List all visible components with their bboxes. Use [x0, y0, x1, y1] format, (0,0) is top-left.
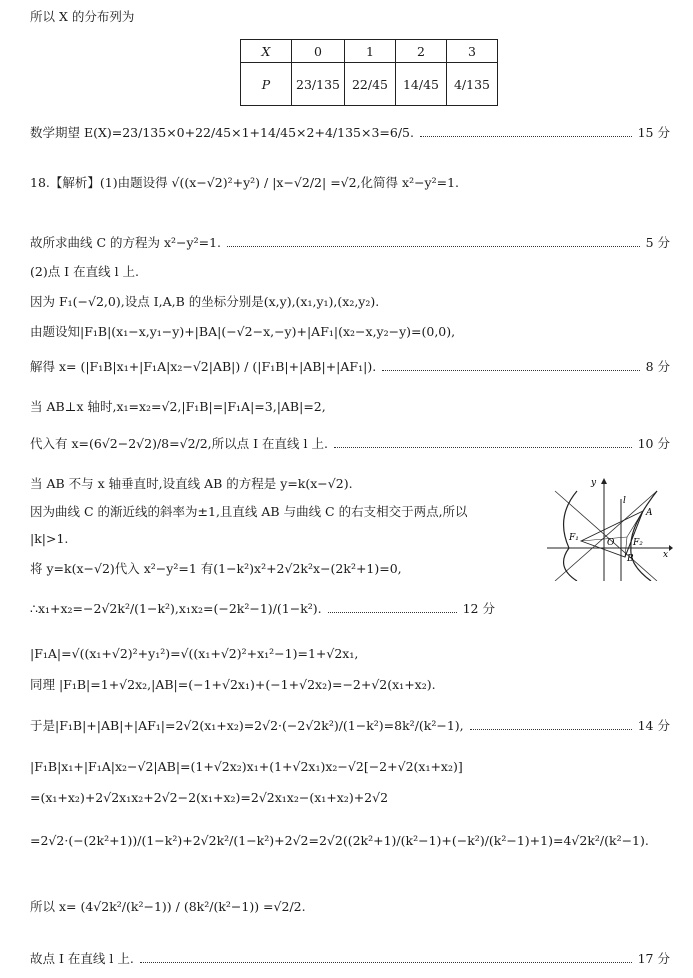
- leader-dots: [328, 612, 457, 613]
- score-label: 15 分: [637, 125, 670, 140]
- solution-line: [30, 674, 670, 694]
- y-axis-arrow: [601, 478, 607, 484]
- solution-text: 将 y=k(x−√2)代入 x²−y²=1 有(1−k²)x²+2√2k²x−(2k²+1)=0,: [30, 561, 402, 576]
- leader-dots: [334, 447, 632, 448]
- label-o: O: [607, 538, 615, 548]
- solution-text: |F₁A|=√((x₁+√2)²+y₁²)=√((x₁+√2)²+x₁²−1)=1+√2x₁,: [30, 645, 359, 661]
- solution-text: 当 AB⊥x 轴时,x₁=x₂=√2,|F₁B|=|F₁A|=3,|AB|=2,: [30, 399, 326, 414]
- solution-line: [30, 787, 670, 807]
- solution-line: [30, 830, 670, 850]
- score-label: 17 分: [637, 951, 670, 966]
- label-f1: F₁: [569, 533, 579, 543]
- table-cell: 2: [395, 40, 446, 63]
- score-label: 10 分: [637, 436, 670, 451]
- segment-ab: [625, 511, 643, 557]
- table-cell: 0: [292, 40, 345, 63]
- solution-text: =(x₁+x₂)+2√2x₁x₂+2√2−2(x₁+x₂)=2√2x₁x₂−(x₁+x₂)+2√2: [30, 789, 389, 805]
- solution-line: [30, 643, 670, 663]
- x-axis-arrow: [669, 545, 673, 551]
- distribution-table: [240, 39, 498, 106]
- solution-line: [30, 896, 670, 916]
- solution-line: [30, 756, 670, 776]
- solution-text: 当 AB 不与 x 轴垂直时,设直线 AB 的方程是 y=k(x−√2).: [30, 476, 353, 491]
- solution-line: [30, 715, 670, 735]
- solution-text: 故所求曲线 C 的方程为 x²−y²=1.: [30, 235, 221, 250]
- table-cell: 1: [344, 40, 395, 63]
- solution-line: [30, 261, 670, 281]
- label-a: A: [646, 508, 653, 518]
- leader-dots: [227, 246, 640, 247]
- table-cell: 4/135: [446, 63, 497, 106]
- solution-line: [30, 291, 670, 311]
- solution-line: [30, 501, 545, 521]
- solution-line: [30, 433, 670, 453]
- solution-line: [30, 396, 670, 416]
- solution-text: ∴x₁+x₂=−2√2k²/(1−k²),x₁x₂=(−2k²−1)/(1−k²).: [30, 600, 322, 616]
- score-label: 5 分: [645, 235, 670, 250]
- table-cell: 3: [446, 40, 497, 63]
- solution-line: [30, 122, 670, 142]
- solution-line: [30, 232, 670, 252]
- leader-dots: [382, 370, 639, 371]
- solution-text: |k|>1.: [30, 530, 69, 546]
- solution-line: [30, 598, 495, 618]
- solution-text: 因为曲线 C 的渐近线的斜率为±1,且直线 AB 与曲线 C 的右支相交于两点,所以: [30, 504, 468, 519]
- table-cell: P: [241, 63, 292, 106]
- solution-text: 于是|F₁B|+|AB|+|AF₁|=2√2(x₁+x₂)=2√2·(−2√2k²)/(1−k²)=8k²/(k²−1),: [30, 718, 464, 733]
- label-l: l: [623, 496, 626, 506]
- solution-text: 由题设知|F₁B|(x₁−x,y₁−y)+|BA|(−√2−x,−y)+|AF₁|(x₂−x,y₂−y)=(0,0),: [30, 324, 456, 339]
- solution-text: 故点 I 在直线 l 上.: [30, 951, 134, 966]
- intro-text: 所以 X 的分布列为: [30, 9, 135, 24]
- solution-text: (2)点 I 在直线 l 上.: [30, 264, 140, 279]
- solution-text: 18.【解析】(1)由题设得 √((x−√2)²+y²) / |x−√2/2| =√2,化简得 x²−y²=1.: [30, 175, 460, 190]
- leader-dots: [420, 136, 632, 137]
- score-label: 14 分: [637, 718, 670, 733]
- label-f2: F₂: [633, 538, 643, 548]
- solution-text: =2√2·(−(2k²+1))/(1−k²)+2√2k²/(1−k²)+2√2=2√2((2k²+1)/(k²−1)+(−k²)/(k²−1)+1)=4√2k²/(k²−1).: [30, 832, 649, 848]
- hyperbola-figure: [547, 477, 673, 581]
- right-branch: [631, 491, 657, 581]
- table-cell: 22/45: [344, 63, 395, 106]
- solution-text: 代入有 x=(6√2−2√2)/8=√2/2,所以点 I 在直线 l 上.: [30, 436, 328, 451]
- label-x: x: [663, 550, 669, 560]
- solution-text: 解得 x= (|F₁B|x₁+|F₁A|x₂−√2|AB|) / (|F₁B|+|AB|+|AF₁|).: [30, 359, 377, 374]
- solution-text: 因为 F₁(−√2,0),设点 I,A,B 的坐标分别是(x,y),(x₁,y₁),(x₂,y₂).: [30, 294, 380, 309]
- intro-line: [30, 6, 670, 26]
- label-b: B: [627, 554, 634, 564]
- table-cell: X: [241, 40, 292, 63]
- table-cell: 14/45: [395, 63, 446, 106]
- solution-text: 所以 x= (4√2k²/(k²−1)) / (8k²/(k²−1)) =√2/2.: [30, 899, 306, 914]
- solution-text: 数学期望 E(X)=23/135×0+22/45×1+14/45×2+4/135×3=6/5.: [30, 125, 414, 140]
- solution-line: [30, 356, 670, 376]
- solution-line: [30, 948, 670, 968]
- score-label: 8 分: [645, 359, 670, 374]
- solution-text: |F₁B|x₁+|F₁A|x₂−√2|AB|=(1+√2x₂)x₁+(1+√2x₁)x₂−√2[−2+√2(x₁+x₂)]: [30, 758, 463, 774]
- table-cell: 23/135: [292, 63, 345, 106]
- table-row: [241, 63, 498, 106]
- score-label: 12 分: [462, 601, 495, 616]
- leader-dots: [470, 729, 632, 730]
- solution-text: 同理 |F₁B|=1+√2x₂,|AB|=(−1+√2x₁)+(−1+√2x₂)=−2+√2(x₁+x₂).: [30, 677, 436, 692]
- solution-line: [30, 172, 670, 192]
- table-row: [241, 40, 498, 63]
- label-y: y: [591, 478, 597, 488]
- solution-line: [30, 321, 670, 341]
- leader-dots: [140, 962, 632, 963]
